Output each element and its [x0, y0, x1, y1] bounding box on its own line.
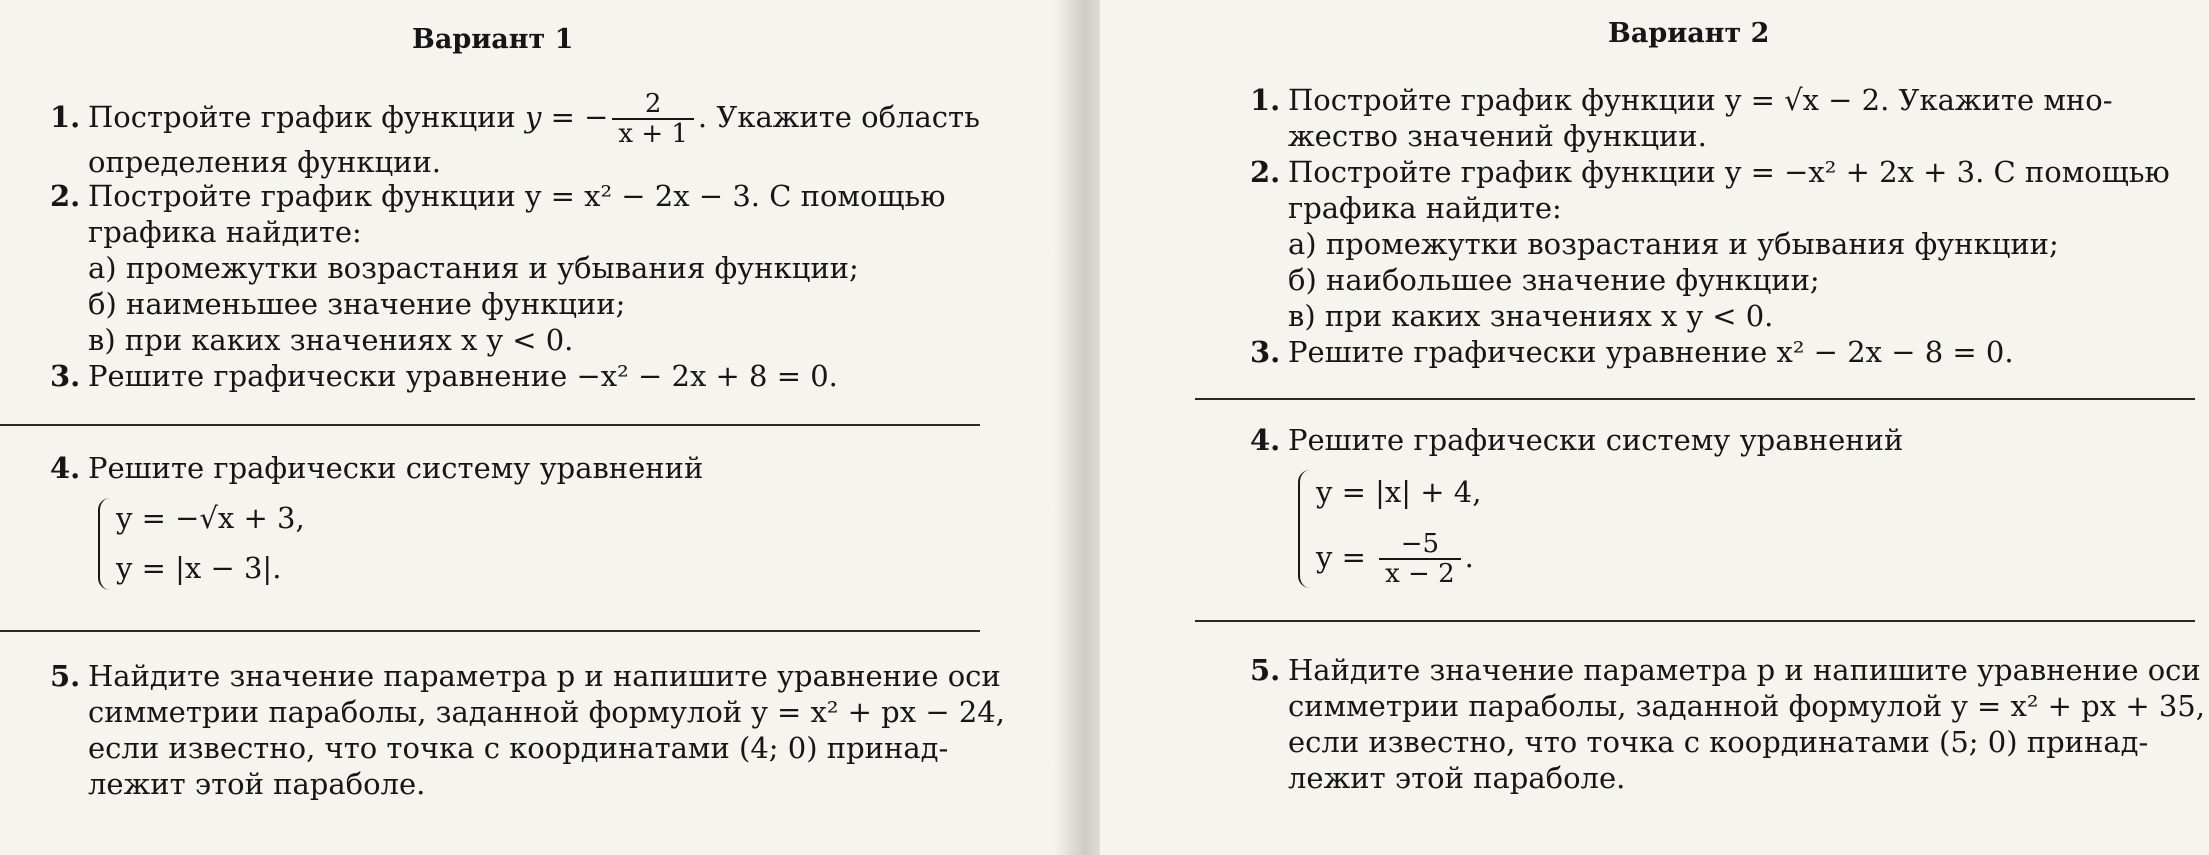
v2-task-5-line3: если известно, что точка с координатами (5; 0) принад- — [1288, 725, 2149, 759]
v1-task-5-line4: лежит этой параболе. — [88, 767, 426, 801]
left-page — [0, 0, 1070, 855]
task-text: Решите графически систему уравнений — [1288, 423, 1904, 457]
v2-task-5 — [1250, 652, 2201, 688]
task-number: 5. — [1250, 653, 1281, 687]
divider — [1195, 620, 2195, 622]
v2-task-2-a: а) промежутки возрастания и убывания функции; — [1288, 227, 2059, 261]
v2-task-2 — [1250, 154, 2170, 190]
system-brace — [1298, 470, 1314, 588]
divider — [0, 424, 980, 426]
v2-task-1 — [1250, 82, 2113, 118]
v1-system-eq2: y = |x − 3|. — [116, 551, 282, 585]
v2-task-4 — [1250, 422, 1903, 458]
task-text: . Укажите область — [697, 100, 980, 134]
task-number: 2. — [1250, 155, 1281, 189]
task-number: 3. — [1250, 335, 1281, 369]
task-text: Найдите значение параметра p и напишите уравнение оси — [1288, 653, 2201, 687]
task-number: 5. — [50, 659, 81, 693]
v1-task-5-line3: если известно, что точка с координатами (4; 0) принад- — [88, 731, 949, 765]
v1-task-1 — [50, 90, 980, 148]
task-number: 3. — [50, 359, 81, 393]
variant-1-title: Вариант 1 — [412, 24, 574, 55]
v2-task-5-line4: лежит этой параболе. — [1288, 761, 1626, 795]
task-text: Постройте график функции y = x² − 2x − 3. С помощью — [88, 179, 946, 213]
v1-task-2-b: б) наименьшее значение функции; — [88, 287, 626, 321]
v1-task-2 — [50, 178, 945, 214]
v2-system-eq2 — [1316, 530, 1474, 588]
v1-system-eq1: y = −√x + 3, — [116, 501, 305, 535]
v2-task-2-line2: графика найдите: — [1288, 191, 1562, 225]
v1-task-3 — [50, 358, 838, 394]
v2-system-eq1: y = |x| + 4, — [1316, 475, 1482, 509]
denominator: x − 2 — [1379, 558, 1461, 588]
divider — [0, 630, 980, 632]
v1-task-5 — [50, 658, 1001, 694]
task-text: Постройте график функции y = √x − 2. Укажите мно- — [1288, 83, 2113, 117]
formula: y = − — [524, 100, 609, 134]
fraction — [1379, 530, 1461, 588]
task-number: 1. — [1250, 83, 1281, 117]
v2-task-3 — [1250, 334, 2014, 370]
task-text: Решите графически уравнение x² − 2x − 8 = 0. — [1288, 335, 2014, 369]
task-number: 4. — [50, 451, 81, 485]
v2-task-2-b: б) наибольшее значение функции; — [1288, 263, 1820, 297]
numerator: 2 — [644, 89, 662, 119]
right-page — [1100, 0, 2209, 855]
v1-task-4 — [50, 450, 703, 486]
denominator: x + 1 — [612, 118, 694, 148]
task-text: Постройте график функции — [88, 100, 525, 134]
task-text: Решите графически уравнение −x² − 2x + 8 = 0. — [88, 359, 838, 393]
task-number: 1. — [50, 100, 81, 134]
fraction — [612, 90, 694, 148]
system-brace — [98, 498, 114, 590]
numerator: −5 — [1400, 529, 1440, 559]
v1-task-2-c: в) при каких значениях x y < 0. — [88, 323, 574, 357]
task-text: Найдите значение параметра p и напишите уравнение оси — [88, 659, 1001, 693]
formula: y = — [1316, 540, 1376, 574]
divider — [1195, 398, 2195, 400]
task-number: 4. — [1250, 423, 1281, 457]
v1-task-1-cont: определения функции. — [88, 145, 442, 179]
task-text: Постройте график функции y = −x² + 2x + 3. С помощью — [1288, 155, 2170, 189]
v1-task-2-line2: графика найдите: — [88, 215, 362, 249]
v1-task-5-line2: симметрии параболы, заданной формулой y = x² + px − 24, — [88, 695, 1005, 729]
task-text: Решите графически систему уравнений — [88, 451, 704, 485]
v2-task-1-line2: жество значений функции. — [1288, 119, 1707, 153]
v2-task-2-c: в) при каких значениях x y < 0. — [1288, 299, 1774, 333]
task-number: 2. — [50, 179, 81, 213]
variant-2-title: Вариант 2 — [1608, 18, 1770, 49]
v2-task-5-line2: симметрии параболы, заданной формулой y = x² + px + 35, — [1288, 689, 2205, 723]
v1-task-2-a: а) промежутки возрастания и убывания функции; — [88, 251, 859, 285]
formula: . — [1464, 540, 1474, 574]
